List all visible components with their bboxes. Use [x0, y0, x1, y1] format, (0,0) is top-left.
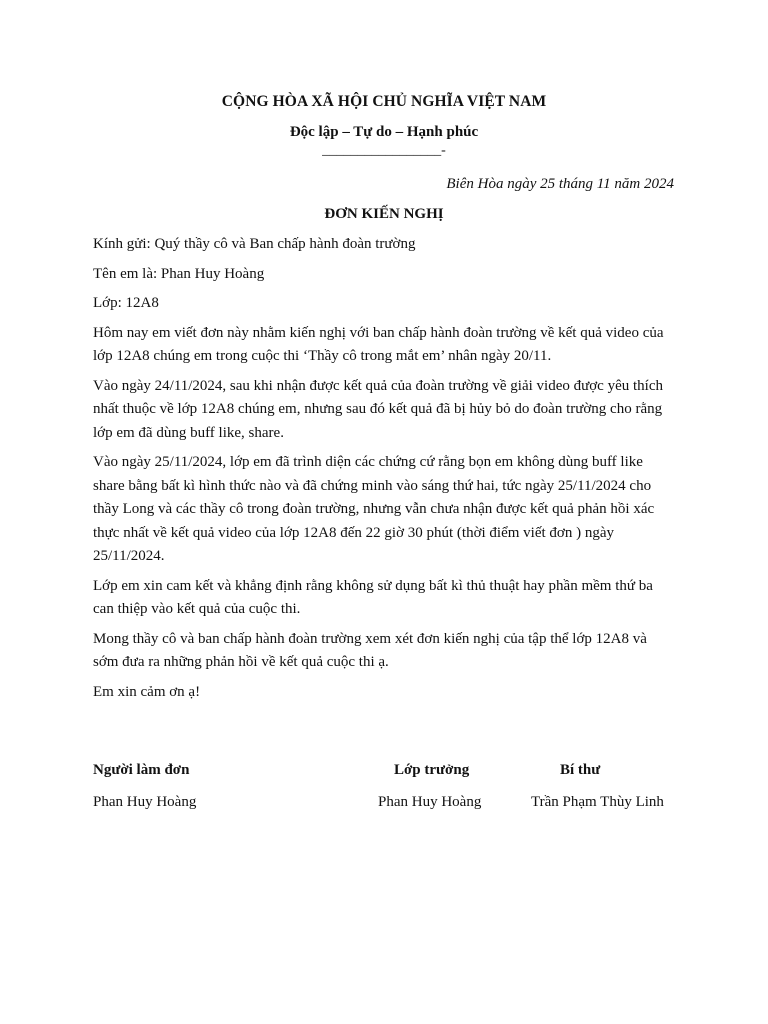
- paragraph-incident: Vào ngày 24/11/2024, sau khi nhận được kết quả của đoàn trường về giải video được yêu thích nhất thuộc về lớp 12A8 chúng em, nhưng sau đó kết quả đã bị hủy bỏ do đoàn trường cho rằng lớp em đã dùng buff like, share.: [93, 377, 663, 441]
- secretary-name: Trần Phạm Thùy Linh: [531, 794, 664, 810]
- name-line: Tên em là: Phan Huy Hoàng: [93, 265, 265, 282]
- document-title: ĐƠN KIẾN NGHỊ: [324, 206, 444, 222]
- salutation: Kính gửi: Quý thầy cô và Ban chấp hành đoàn trường: [93, 236, 416, 252]
- closing-line: Em xin cảm ơn ạ!: [93, 683, 201, 700]
- applicant-label: Người làm đơn: [93, 762, 190, 778]
- monitor-label: Lớp trưởng: [394, 762, 470, 778]
- letter-body: [93, 233, 675, 710]
- secretary-label: Bí thư: [560, 762, 601, 778]
- paragraph-request: Mong thầy cô và ban chấp hành đoàn trường xem xét đơn kiến nghị của tập thể lớp 12A8 và sớm đưa ra những phản hồi về kết quả cuộc thi ạ.: [93, 630, 647, 670]
- paragraph-purpose: Hôm nay em viết đơn này nhằm kiến nghị với ban chấp hành đoàn trường về kết quả video của lớp 12A8 chúng em trong cuộc thi ‘Thầy cô trong mắt em’ nhân ngày 20/11.: [93, 324, 664, 364]
- paragraph-evidence: Vào ngày 25/11/2024, lớp em đã trình diện các chứng cứ rằng bọn em không dùng buff like share bằng bất kì hình thức nào và đã chứng minh vào sáng thứ hai, tức ngày 25/11/2024 cho thầy Long và các thầy cô trong đoàn trường, nhưng vẫn chưa nhận được kết quả phản hồi xác thực nhất về kết quả video của lớp 12A8 đến 22 giờ 30 phút (thời điểm viết đơn ) ngày 25/11/2024.: [93, 454, 655, 564]
- header-divider: _________________-: [322, 143, 446, 158]
- national-motto: Độc lập – Tự do – Hạnh phúc: [289, 124, 479, 140]
- class-line: Lớp: 12A8: [93, 295, 159, 311]
- date-line: Biên Hòa ngày 25 tháng 11 năm 2024: [446, 176, 674, 192]
- national-title: CỘNG HÒA XÃ HỘI CHỦ NGHĨA VIỆT NAM: [221, 93, 547, 110]
- applicant-name: Phan Huy Hoàng: [93, 794, 197, 810]
- monitor-name: Phan Huy Hoàng: [378, 794, 482, 810]
- paragraph-commitment: Lớp em xin cam kết và khẳng định rằng không sử dụng bất kì thủ thuật hay phần mềm thứ ba can thiệp vào kết quả của cuộc thi.: [93, 577, 653, 617]
